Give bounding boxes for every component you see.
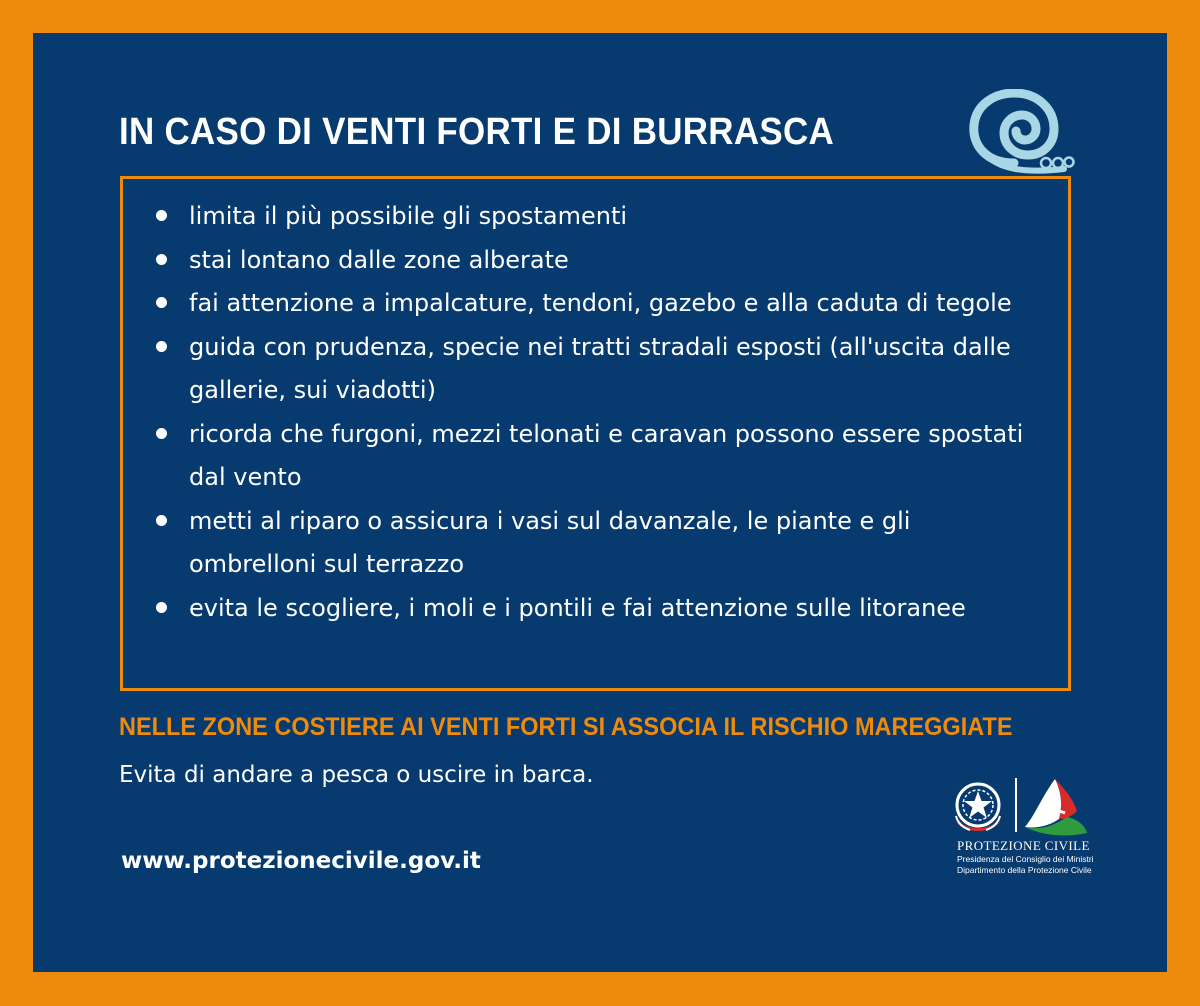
logo-name: PROTEZIONE CIVILE: [957, 838, 1090, 853]
list-item: stai lontano dalle zone alberate: [123, 239, 1068, 283]
wind-swirl-icon: [968, 89, 1078, 174]
bullet-dot-icon: [156, 341, 167, 352]
list-item: fai attenzione a impalcature, tendoni, gazebo e alla caduta di tegole: [123, 282, 1068, 326]
protezione-civile-mark-icon: [1021, 775, 1091, 837]
logo-subtitle-1: Presidenza del Consiglio dei Ministri: [957, 854, 1094, 864]
bullet-dot-icon: [156, 210, 167, 221]
page-title: IN CASO DI VENTI FORTI E DI BURRASCA: [119, 111, 834, 153]
tips-box: [120, 176, 1071, 691]
list-item: evita le scogliere, i moli e i pontili e fai attenzione sulle litoranee: [123, 587, 1068, 631]
bullet-dot-icon: [156, 428, 167, 439]
list-item: ricorda che furgoni, mezzi telonati e caravan possono essere spostati dal vento: [123, 413, 1068, 500]
list-item: metti al riparo o assicura i vasi sul davanzale, le piante e gli ombrelloni sul terrazzo: [123, 500, 1068, 587]
tips-list: [123, 195, 1068, 630]
list-item: guida con prudenza, specie nei tratti stradali esposti (all'uscita dalle gallerie, sui viadotti): [123, 326, 1068, 413]
italian-republic-emblem-icon: [950, 778, 1006, 836]
info-panel: [33, 33, 1167, 972]
logo-subtitle-2: Dipartimento della Protezione Civile: [957, 865, 1092, 875]
bullet-dot-icon: [156, 602, 167, 613]
logo-divider: [1015, 778, 1017, 832]
bullet-dot-icon: [156, 297, 167, 308]
protezione-civile-logo: [945, 773, 1095, 883]
list-item: limita il più possibile gli spostamenti: [123, 195, 1068, 239]
bullet-dot-icon: [156, 515, 167, 526]
website-link[interactable]: www.protezionecivile.gov.it: [121, 848, 481, 874]
coastal-warning-heading: NELLE ZONE COSTIERE AI VENTI FORTI SI ASSOCIA IL RISCHIO MAREGGIATE: [119, 713, 1013, 741]
coastal-advice-text: Evita di andare a pesca o uscire in barca.: [119, 762, 594, 788]
bullet-dot-icon: [156, 254, 167, 265]
